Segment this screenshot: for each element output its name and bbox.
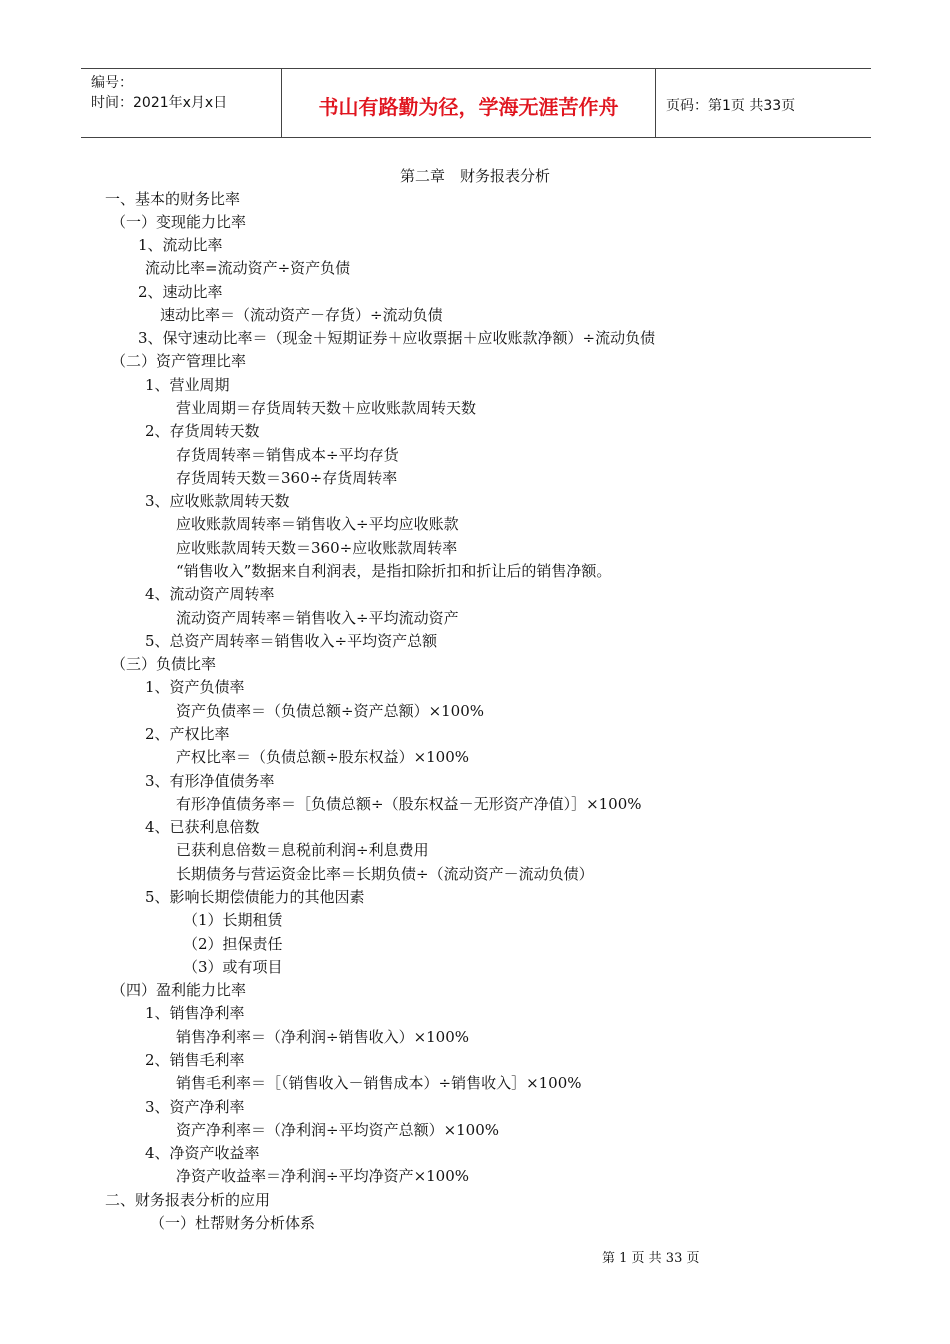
formula-line: 销售净利率＝（净利润÷销售收入）×100% <box>176 1028 470 1046</box>
formula-line: 产权比率＝（负债总额÷股东权益）×100% <box>176 748 470 766</box>
item-heading: 4、已获利息倍数 <box>145 818 260 836</box>
formula-line: 存货周转率＝销售成本÷平均存货 <box>176 446 399 464</box>
item-heading: 1、流动比率 <box>138 236 223 254</box>
formula-line: 应收账款周转天数＝360÷应收账款周转率 <box>176 539 458 557</box>
list-item: （2）担保责任 <box>183 935 283 953</box>
item-heading: 4、净资产收益率 <box>145 1144 260 1162</box>
item-heading: 3、有形净值债务率 <box>145 772 275 790</box>
header-middle-cell <box>282 69 656 137</box>
subsection-heading: （四）盈利能力比率 <box>111 981 247 999</box>
item-heading: 2、速动比率 <box>138 283 223 301</box>
page-header <box>81 68 871 138</box>
item-heading: 5、总资产周转率＝销售收入÷平均资产总额 <box>145 632 438 650</box>
formula-line: 应收账款周转率＝销售收入÷平均应收账款 <box>176 515 459 533</box>
section-heading: 一、基本的财务比率 <box>105 190 241 208</box>
formula-line: 流动资产周转率＝销售收入÷平均流动资产 <box>176 609 459 627</box>
document-date-label: 时间：2021年x月x日 <box>91 95 228 111</box>
section-heading: 二、财务报表分析的应用 <box>105 1191 271 1209</box>
header-left-cell <box>81 69 282 137</box>
item-heading: 1、销售净利率 <box>145 1004 245 1022</box>
formula-line: 净资产收益率＝净利润÷平均净资产×100% <box>176 1167 470 1185</box>
item-heading: 1、资产负债率 <box>145 678 245 696</box>
formula-line: 销售毛利率＝［（销售收入－销售成本）÷销售收入］×100% <box>176 1074 582 1092</box>
header-motto: 书山有路勤为径，学海无涯苦作舟 <box>318 95 619 119</box>
item-heading: 4、流动资产周转率 <box>145 585 275 603</box>
list-item: （1）长期租赁 <box>183 911 283 929</box>
formula-line: 存货周转天数＝360÷存货周转率 <box>176 469 398 487</box>
item-heading: 3、应收账款周转天数 <box>145 492 290 510</box>
formula-line: 流动比率=流动资产÷资产负债 <box>145 259 351 277</box>
formula-line: 已获利息倍数＝息税前利润÷利息费用 <box>176 841 429 859</box>
header-page-info: 页码：第1页 共33页 <box>666 98 796 114</box>
formula-line: 有形净值债务率＝［负债总额÷（股东权益－无形资产净值）］×100% <box>176 795 642 813</box>
formula-line: 速动比率＝（流动资产－存货）÷流动负债 <box>160 306 443 324</box>
formula-line: 营业周期＝存货周转天数＋应收账款周转天数 <box>176 399 477 417</box>
page-footer: 第 1 页 共 33 页 <box>602 1251 700 1266</box>
subsection-heading: （二）资产管理比率 <box>111 352 247 370</box>
subsection-heading: （一）杜帮财务分析体系 <box>150 1214 316 1232</box>
chapter-title: 第二章 财务报表分析 <box>399 167 550 185</box>
document-number-label: 编号： <box>91 75 133 91</box>
formula-line: 长期债务与营运资金比率＝长期负债÷（流动资产－流动负债） <box>176 865 594 883</box>
list-item: （3）或有项目 <box>183 958 283 976</box>
header-right-cell <box>656 69 871 137</box>
item-heading: 1、营业周期 <box>145 376 230 394</box>
item-heading: 3、保守速动比率＝（现金＋短期证券＋应收票据＋应收账款净额）÷流动负债 <box>138 329 656 347</box>
subsection-heading: （三）负债比率 <box>111 655 217 673</box>
item-heading: 5、影响长期偿债能力的其他因素 <box>145 888 365 906</box>
note-line: “销售收入”数据来自利润表，是指扣除折扣和折让后的销售净额。 <box>176 562 612 580</box>
subsection-heading: （一）变现能力比率 <box>111 213 247 231</box>
item-heading: 2、销售毛利率 <box>145 1051 245 1069</box>
item-heading: 3、资产净利率 <box>145 1098 245 1116</box>
formula-line: 资产负债率＝（负债总额÷资产总额）×100% <box>176 702 485 720</box>
item-heading: 2、存货周转天数 <box>145 422 260 440</box>
formula-line: 资产净利率＝（净利润÷平均资产总额）×100% <box>176 1121 500 1139</box>
item-heading: 2、产权比率 <box>145 725 230 743</box>
